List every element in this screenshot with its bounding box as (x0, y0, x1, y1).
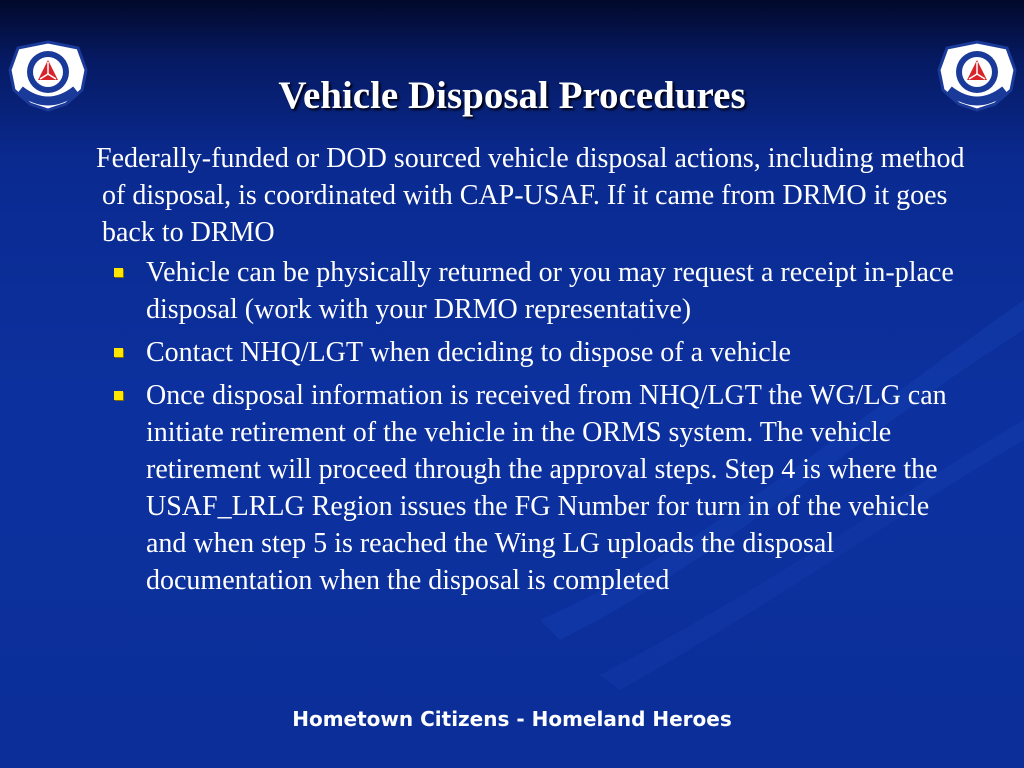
bullet-text: Once disposal information is received from NHQ/LGT the WG/LG can initiate retirement of the vehicle in the ORMS system. The vehicle retirement will proceed through the approval steps. Step 4 is where the USAF_LRLG Region issues the FG Number for turn in of the vehicle and when step 5 is reached the Wing LG uploads the disposal documentation when the disposal is completed (146, 380, 947, 596)
square-bullet-icon (114, 391, 123, 400)
list-item (146, 254, 976, 328)
list-item (146, 334, 976, 371)
slide-title: Vehicle Disposal Procedures (278, 74, 746, 117)
square-bullet-icon (114, 348, 123, 357)
square-bullet-icon (114, 268, 123, 277)
slide-body (96, 140, 976, 605)
bullet-text: Contact NHQ/LGT when deciding to dispose of a vehicle (146, 337, 791, 368)
footer-tagline: Hometown Citizens - Homeland Heroes (292, 707, 732, 731)
intro-paragraph: Federally-funded or DOD sourced vehicle disposal actions, including method of disposal, is coordinated with CAP-USAF. If it came from DRMO it goes back to DRMO (96, 143, 965, 248)
bullet-list (96, 254, 976, 599)
list-item (146, 377, 976, 599)
bullet-text: Vehicle can be physically returned or you may request a receipt in-place disposal (work with your DRMO representative) (146, 257, 954, 325)
